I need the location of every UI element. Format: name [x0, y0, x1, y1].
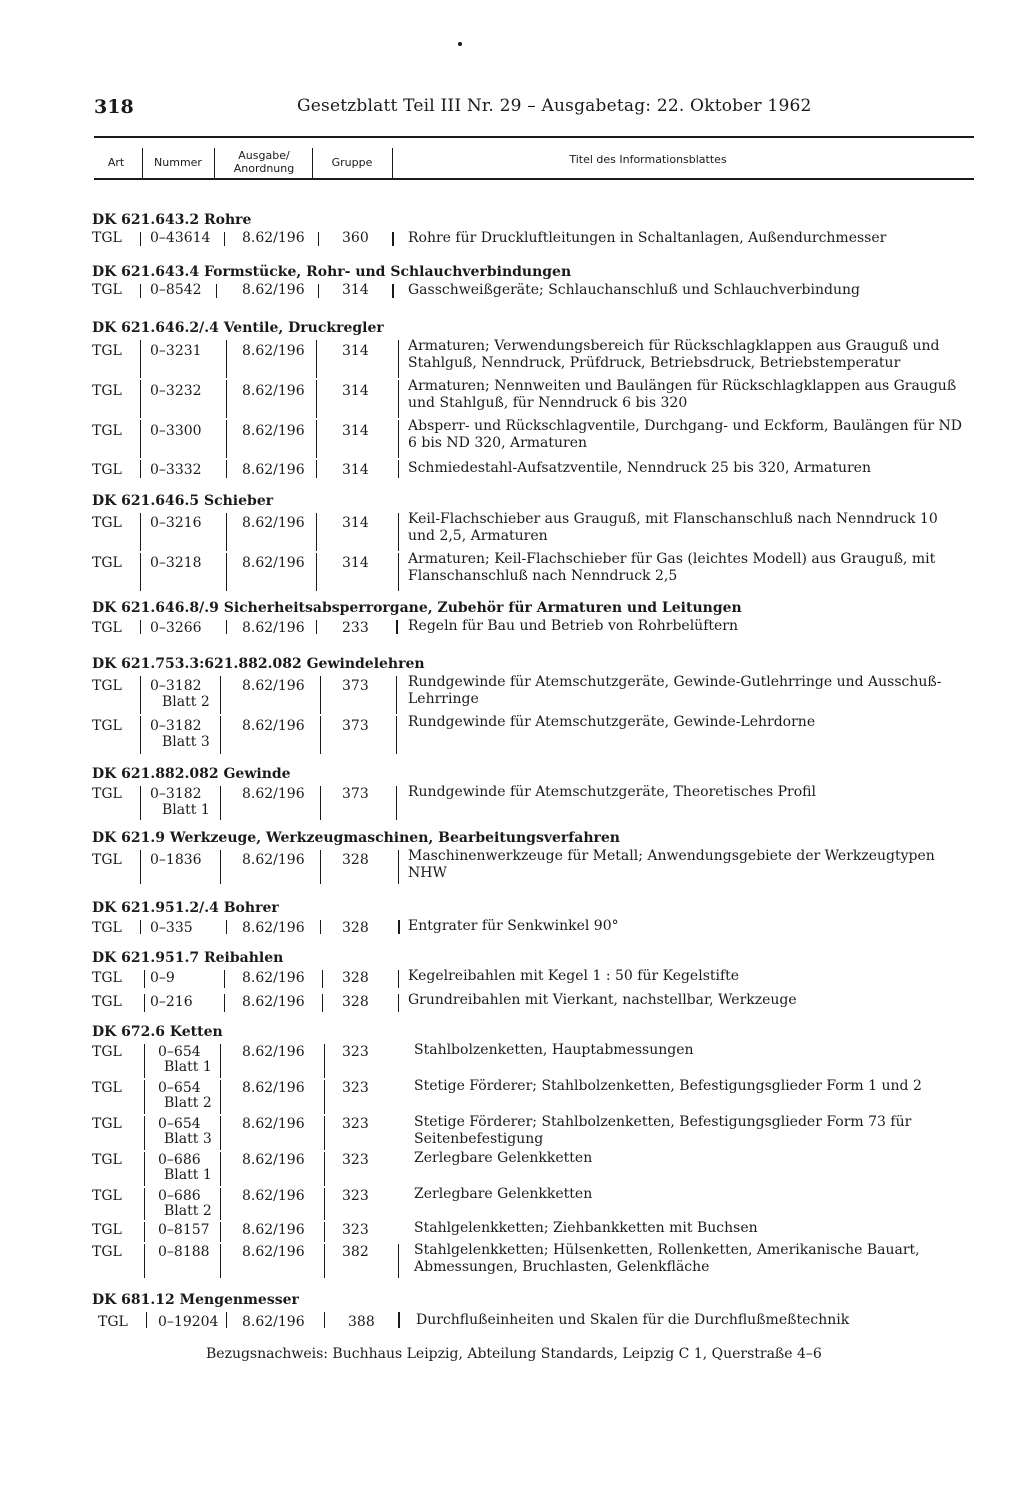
cell-gruppe: 323 [342, 1080, 369, 1096]
cell-ausgabe: 8.62/196 [242, 1244, 305, 1260]
cell-ausgabe: 8.62/196 [242, 230, 305, 246]
table-row [92, 848, 972, 888]
cell-art: TGL [92, 852, 122, 868]
column-header-ausgabe: Ausgabe/ Anordnung [233, 149, 295, 175]
cell-nummer: 0–3231 [150, 343, 202, 359]
header-rule-top [94, 136, 974, 138]
cell-nummer: 0–1836 [150, 852, 202, 868]
column-header-art: Art [107, 156, 125, 169]
table-row [92, 1220, 972, 1242]
cell-art: TGL [98, 1314, 128, 1330]
cell-separator [316, 513, 317, 551]
cell-separator [320, 850, 321, 884]
section-bohrer [92, 898, 972, 938]
cell-nummer: 0–3218 [150, 555, 202, 571]
running-title: Gesetzblatt Teil III Nr. 29 – Ausgabetag: 22. Oktober 1962 [297, 96, 812, 116]
cell-art: TGL [92, 462, 122, 478]
cell-art: TGL [92, 994, 122, 1010]
cell-titel: Stahlgelenkketten; Ziehbankketten mit Buchsen [414, 1220, 758, 1236]
section-formstuecke [92, 262, 972, 302]
cell-separator [398, 380, 399, 418]
cell-separator [320, 716, 321, 754]
cell-nummer: 0–335 [150, 920, 193, 936]
header-rule-bottom [94, 178, 974, 180]
cell-gruppe: 328 [342, 994, 369, 1010]
cell-nummer: 0–3216 [150, 515, 202, 531]
cell-titel: Zerlegbare Gelenkketten [414, 1150, 593, 1166]
cell-nummer: 0–8542 [150, 282, 202, 298]
section-ventile [92, 318, 972, 480]
cell-art: TGL [92, 555, 122, 571]
cell-separator [316, 620, 317, 634]
cell-titel: Stahlbolzenketten, Hauptabmessungen [414, 1042, 694, 1058]
cell-blatt: Blatt 1 [164, 1059, 212, 1075]
section-gewindelehren [92, 654, 972, 754]
cell-separator [398, 920, 400, 934]
table-row [92, 1186, 972, 1220]
column-divider [142, 148, 143, 178]
cell-separator [144, 1116, 145, 1150]
cell-separator [316, 553, 317, 591]
cell-art: TGL [92, 718, 122, 734]
cell-separator [320, 676, 321, 714]
cell-separator [140, 340, 141, 378]
cell-gruppe: 388 [348, 1314, 375, 1330]
cell-nummer: 0–19204 [158, 1314, 219, 1330]
cell-gruppe: 314 [342, 515, 369, 531]
cell-separator [226, 513, 227, 551]
cell-titel: Zerlegbare Gelenkketten [414, 1186, 593, 1202]
cell-separator [226, 460, 227, 478]
cell-blatt: Blatt 2 [162, 694, 210, 710]
table-row [92, 968, 972, 992]
cell-titel: Armaturen; Nennweiten und Baulängen für Rückschlagklappen aus Grauguß und Stahlguß, für Nenndruck 6 bis 320 [408, 378, 957, 411]
cell-blatt: Blatt 3 [164, 1131, 212, 1147]
cell-separator [146, 1312, 147, 1328]
section-schieber [92, 491, 972, 591]
cell-nummer: 0–686 [158, 1152, 201, 1168]
cell-art: TGL [92, 1152, 122, 1168]
cell-separator [322, 994, 323, 1012]
cell-separator [140, 284, 141, 298]
section-werkzeuge [92, 828, 972, 888]
cell-nummer: 0–3300 [150, 423, 202, 439]
cell-separator [144, 1188, 145, 1220]
cell-separator [220, 850, 221, 884]
cell-art: TGL [92, 970, 122, 986]
column-divider [214, 148, 215, 178]
cell-art: TGL [92, 1244, 122, 1260]
cell-nummer: 0–3182 [150, 718, 202, 734]
cell-ausgabe: 8.62/196 [242, 1080, 305, 1096]
cell-separator [226, 420, 227, 458]
cell-gruppe: 323 [342, 1152, 369, 1168]
cell-titel: Stetige Förderer; Stahlbolzenketten, Befestigungsglieder Form 73 für Seitenbefestigung [414, 1114, 912, 1147]
table-row [92, 992, 972, 1016]
cell-separator [144, 1244, 145, 1278]
cell-titel: Rundgewinde für Atemschutzgeräte, Gewinde-Lehrdorne [408, 714, 816, 730]
cell-separator [396, 786, 397, 820]
cell-ausgabe: 8.62/196 [242, 1222, 305, 1238]
column-header-gruppe: Gruppe [331, 156, 373, 169]
cell-titel: Absperr- und Rückschlagventile, Durchgang- und Eckform, Baulängen für ND 6 bis ND 320, Armaturen [408, 418, 962, 451]
table-row [92, 458, 972, 480]
cell-titel: Schmiedestahl-Aufsatzventile, Nenndruck 25 bis 320, Armaturen [408, 460, 871, 476]
cell-gruppe: 233 [342, 620, 369, 636]
cell-separator [398, 970, 399, 988]
table-row [92, 230, 972, 250]
section-title: DK 621.646.2/.4 Ventile, Druckregler [92, 320, 384, 336]
cell-ausgabe: 8.62/196 [242, 678, 305, 694]
cell-gruppe: 323 [342, 1222, 369, 1238]
cell-blatt: Blatt 1 [162, 802, 210, 818]
cell-gruppe: 323 [342, 1116, 369, 1132]
section-title: DK 621.882.082 Gewinde [92, 766, 291, 782]
cell-gruppe: 382 [342, 1244, 369, 1260]
cell-ausgabe: 8.62/196 [242, 1188, 305, 1204]
cell-separator [140, 850, 141, 884]
cell-separator [324, 1080, 325, 1114]
cell-separator [224, 232, 225, 246]
cell-separator [324, 1044, 325, 1078]
cell-separator [220, 676, 221, 714]
cell-separator [398, 340, 399, 378]
table-row [92, 338, 972, 378]
cell-art: TGL [92, 383, 122, 399]
cell-separator [226, 553, 227, 591]
cell-separator [140, 620, 141, 634]
cell-separator [140, 716, 141, 754]
cell-blatt: Blatt 3 [162, 734, 210, 750]
cell-separator [144, 1044, 145, 1078]
cell-separator [226, 620, 227, 634]
section-mengenmesser [92, 1290, 972, 1330]
section-ketten [92, 1022, 972, 1282]
cell-gruppe: 360 [342, 230, 369, 246]
page-header [94, 96, 974, 126]
cell-separator [320, 786, 321, 820]
cell-gruppe: 323 [342, 1188, 369, 1204]
section-title: DK 621.951.2/.4 Bohrer [92, 900, 279, 916]
cell-separator [220, 1188, 221, 1220]
cell-separator [398, 460, 399, 478]
cell-blatt: Blatt 2 [164, 1095, 212, 1111]
table-row [92, 784, 972, 824]
cell-art: TGL [92, 282, 122, 298]
cell-separator [224, 970, 225, 988]
section-title: DK 681.12 Mengenmesser [92, 1292, 299, 1308]
cell-separator [398, 994, 399, 1012]
section-title: DK 621.646.8/.9 Sicherheitsabsperrorgane, Zubehör für Armaturen und Leitungen [92, 600, 742, 616]
cell-separator [224, 994, 225, 1012]
cell-separator [392, 284, 394, 298]
cell-ausgabe: 8.62/196 [242, 620, 305, 636]
column-divider [312, 148, 313, 178]
cell-titel: Grundreibahlen mit Vierkant, nachstellbar, Werkzeuge [408, 992, 797, 1008]
table-row [92, 418, 972, 458]
section-title: DK 621.643.4 Formstücke, Rohr- und Schlauchverbindungen [92, 264, 572, 280]
cell-separator [324, 1116, 325, 1150]
cell-ausgabe: 8.62/196 [242, 970, 305, 986]
table-header [94, 148, 974, 178]
table-row [92, 378, 972, 418]
cell-separator [396, 676, 397, 714]
cell-ausgabe: 8.62/196 [242, 852, 305, 868]
cell-nummer: 0–686 [158, 1188, 201, 1204]
cell-art: TGL [92, 230, 122, 246]
cell-art: TGL [92, 620, 122, 636]
section-title: DK 621.9 Werkzeuge, Werkzeugmaschinen, Bearbeitungsverfahren [92, 830, 620, 846]
cell-nummer: 0–654 [158, 1044, 201, 1060]
cell-separator [226, 920, 227, 934]
cell-gruppe: 314 [342, 423, 369, 439]
cell-titel: Stahlgelenkketten; Hülsenketten, Rollenketten, Amerikanische Bauart, Abmessungen, Bruchlasten, Gelenkfläche [414, 1242, 920, 1275]
cell-separator [396, 620, 398, 634]
cell-separator [324, 1188, 325, 1220]
cell-separator [140, 786, 141, 820]
section-gewinde [92, 764, 972, 824]
cell-separator [220, 1116, 221, 1150]
cell-ausgabe: 8.62/196 [242, 1116, 305, 1132]
cell-ausgabe: 8.62/196 [242, 555, 305, 571]
cell-blatt: Blatt 2 [164, 1203, 212, 1219]
cell-separator [316, 420, 317, 458]
section-title: DK 621.643.2 Rohre [92, 212, 252, 228]
cell-titel: Maschinenwerkzeuge für Metall; Anwendungsgebiete der Werkzeugtypen NHW [408, 848, 935, 881]
cell-ausgabe: 8.62/196 [242, 343, 305, 359]
cell-ausgabe: 8.62/196 [242, 462, 305, 478]
cell-separator [140, 676, 141, 714]
cell-gruppe: 314 [342, 555, 369, 571]
cell-separator [216, 284, 217, 298]
cell-nummer: 0–43614 [150, 230, 211, 246]
table-row [92, 1114, 972, 1150]
cell-art: TGL [92, 423, 122, 439]
table-row [92, 1150, 972, 1186]
cell-gruppe: 373 [342, 718, 369, 734]
column-header-titel: Titel des Informationsblattes [569, 153, 727, 166]
page-number: 318 [94, 96, 134, 118]
cell-separator [398, 420, 399, 458]
cell-nummer: 0–654 [158, 1116, 201, 1132]
table-row [92, 282, 972, 302]
cell-separator [318, 284, 319, 298]
table-row [92, 1078, 972, 1114]
cell-separator [220, 786, 221, 820]
cell-separator [226, 340, 227, 378]
cell-gruppe: 328 [342, 970, 369, 986]
cell-titel: Durchflußeinheiten und Skalen für die Durchflußmeßtechnik [416, 1312, 850, 1328]
cell-separator [220, 1222, 221, 1242]
cell-separator [320, 920, 321, 934]
cell-separator [398, 850, 399, 884]
cell-separator [144, 1080, 145, 1114]
cell-nummer: 0–9 [150, 970, 175, 986]
cell-art: TGL [92, 920, 122, 936]
cell-titel: Kegelreibahlen mit Kegel 1 : 50 für Kegelstifte [408, 968, 740, 984]
section-title: DK 672.6 Ketten [92, 1024, 223, 1040]
cell-separator [140, 460, 141, 478]
cell-titel: Gasschweißgeräte; Schlauchanschluß und Schlauchverbindung [408, 282, 860, 298]
table-row [92, 918, 972, 938]
column-divider [392, 148, 393, 178]
cell-nummer: 0–8157 [158, 1222, 210, 1238]
cell-separator [144, 1152, 145, 1186]
cell-titel: Entgrater für Senkwinkel 90° [408, 918, 619, 934]
cell-separator [220, 716, 221, 754]
cell-gruppe: 314 [342, 343, 369, 359]
cell-art: TGL [92, 1188, 122, 1204]
cell-separator [392, 232, 394, 246]
cell-separator [140, 380, 141, 418]
cell-separator [398, 513, 399, 551]
cell-gruppe: 328 [342, 920, 369, 936]
cell-separator [324, 1312, 325, 1328]
cell-ausgabe: 8.62/196 [242, 423, 305, 439]
cell-art: TGL [92, 1044, 122, 1060]
cell-art: TGL [92, 1222, 122, 1238]
cell-separator [140, 232, 141, 246]
cell-separator [140, 553, 141, 591]
cell-ausgabe: 8.62/196 [242, 920, 305, 936]
cell-titel: Armaturen; Verwendungsbereich für Rückschlagklappen aus Grauguß und Stahlguß, Nenndruck, Prüfdruck, Betriebsdruck, Betriebstemperatur [408, 338, 940, 371]
footer-source-note: Bezugsnachweis: Buchhaus Leipzig, Abteilung Standards, Leipzig C 1, Querstraße 4–6 [206, 1346, 822, 1362]
cell-separator [226, 1312, 227, 1328]
cell-art: TGL [92, 343, 122, 359]
cell-gruppe: 323 [342, 1044, 369, 1060]
cell-separator [316, 460, 317, 478]
section-title: DK 621.951.7 Reibahlen [92, 950, 284, 966]
cell-nummer: 0–216 [150, 994, 193, 1010]
cell-gruppe: 314 [342, 383, 369, 399]
cell-separator [316, 380, 317, 418]
table-row [92, 714, 972, 754]
cell-ausgabe: 8.62/196 [242, 1044, 305, 1060]
cell-gruppe: 314 [342, 462, 369, 478]
cell-separator [316, 340, 317, 378]
cell-separator [398, 553, 399, 591]
cell-ausgabe: 8.62/196 [242, 383, 305, 399]
table-row [92, 1310, 972, 1330]
cell-ausgabe: 8.62/196 [242, 786, 305, 802]
cell-nummer: 0–3232 [150, 383, 202, 399]
cell-titel: Keil-Flachschieber aus Grauguß, mit Flanschanschluß nach Nenndruck 10 und 2,5, Armaturen [408, 511, 938, 544]
cell-nummer: 0–3266 [150, 620, 202, 636]
table-row [92, 551, 972, 591]
section-reibahlen [92, 948, 972, 1016]
cell-separator [324, 1152, 325, 1186]
cell-separator [144, 994, 145, 1012]
cell-art: TGL [92, 1116, 122, 1132]
table-row [92, 511, 972, 551]
cell-separator [220, 1244, 221, 1278]
cell-gruppe: 373 [342, 786, 369, 802]
cell-ausgabe: 8.62/196 [242, 282, 305, 298]
table-row [92, 1042, 972, 1078]
cell-gruppe: 328 [342, 852, 369, 868]
cell-separator [396, 716, 397, 754]
cell-separator [226, 380, 227, 418]
cell-separator [324, 1244, 325, 1278]
cell-nummer: 0–3332 [150, 462, 202, 478]
section-title: DK 621.753.3:621.882.082 Gewindelehren [92, 656, 425, 672]
cell-separator [140, 920, 141, 934]
cell-nummer: 0–8188 [158, 1244, 210, 1260]
cell-gruppe: 373 [342, 678, 369, 694]
cell-art: TGL [92, 1080, 122, 1096]
cell-separator [220, 1080, 221, 1114]
cell-gruppe: 314 [342, 282, 369, 298]
cell-separator [398, 1244, 399, 1278]
section-sicherheitsabsperrorgane [92, 598, 972, 638]
cell-separator [144, 970, 145, 988]
cell-separator [220, 1044, 221, 1078]
cell-ausgabe: 8.62/196 [242, 718, 305, 734]
table-row [92, 618, 972, 638]
cell-separator [140, 420, 141, 458]
cell-art: TGL [92, 786, 122, 802]
cell-nummer: 0–3182 [150, 678, 202, 694]
cell-art: TGL [92, 515, 122, 531]
cell-art: TGL [92, 678, 122, 694]
cell-separator [220, 1152, 221, 1186]
cell-separator [144, 1222, 145, 1242]
cell-nummer: 0–3182 [150, 786, 202, 802]
section-rohre [92, 210, 972, 250]
cell-titel: Rohre für Druckluftleitungen in Schaltanlagen, Außendurchmesser [408, 230, 887, 246]
table-row [92, 674, 972, 714]
cell-ausgabe: 8.62/196 [242, 994, 305, 1010]
cell-titel: Rundgewinde für Atemschutzgeräte, Theoretisches Profil [408, 784, 816, 800]
cell-separator [140, 513, 141, 551]
cell-separator [324, 1222, 325, 1242]
cell-titel: Stetige Förderer; Stahlbolzenketten, Befestigungsglieder Form 1 und 2 [414, 1078, 922, 1094]
cell-separator [318, 232, 319, 246]
cell-ausgabe: 8.62/196 [242, 1314, 305, 1330]
cell-titel: Regeln für Bau und Betrieb von Rohrbelüftern [408, 618, 738, 634]
table-row [92, 1242, 972, 1282]
cell-separator [322, 970, 323, 988]
cell-ausgabe: 8.62/196 [242, 515, 305, 531]
column-header-nummer: Nummer [154, 156, 202, 169]
cell-titel: Rundgewinde für Atemschutzgeräte, Gewinde-Gutlehrringe und Ausschuß-Lehrringe [408, 674, 942, 707]
cell-separator [398, 1312, 400, 1328]
cell-ausgabe: 8.62/196 [242, 1152, 305, 1168]
section-title: DK 621.646.5 Schieber [92, 493, 274, 509]
cell-blatt: Blatt 1 [164, 1167, 212, 1183]
cell-nummer: 0–654 [158, 1080, 201, 1096]
print-speck [458, 42, 462, 46]
cell-titel: Armaturen; Keil-Flachschieber für Gas (leichtes Modell) aus Grauguß, mit Flanschanschluß nach Nenndruck 2,5 [408, 551, 936, 584]
